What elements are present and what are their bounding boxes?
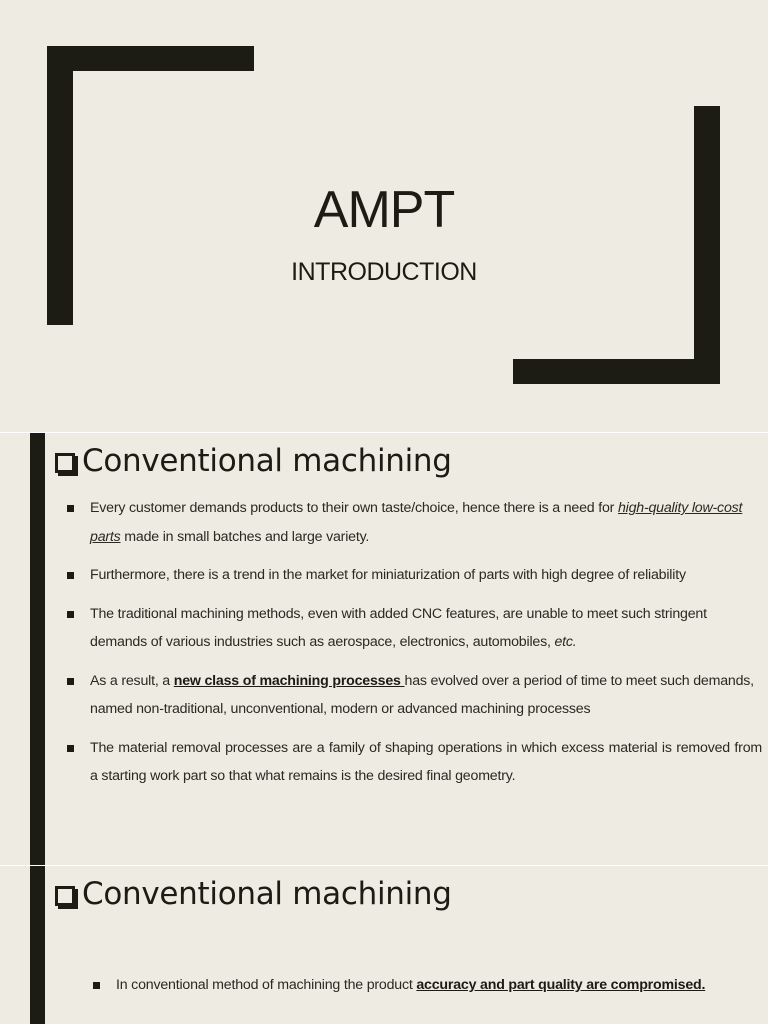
list-item (88, 971, 730, 1000)
content-slide-1 (0, 433, 768, 865)
checkbox-bullet-icon (55, 453, 75, 473)
bracket-top-left-horizontal (47, 46, 254, 71)
list-item (62, 561, 762, 590)
bullet-text: Every customer demands products to their own taste/choice, hence there is a need for (90, 500, 618, 516)
bullet-text: has evolved over a period of time to meet such demands, named non-traditional, unconventional, modern or advanced machining processes (90, 672, 754, 717)
slide-heading (55, 874, 452, 914)
bullet-text: The traditional machining methods, even with added CNC features, are unable to meet such stringent demands of various industries such as aerospace, electronics, automobiles, (90, 605, 707, 650)
bullet-text: As a result, a (90, 672, 174, 689)
accent-bar (30, 433, 45, 865)
checkbox-bullet-icon (55, 886, 75, 906)
accent-bar (30, 866, 45, 1024)
bullet-text: In conventional method of machining the product (116, 977, 417, 993)
slide-heading (55, 441, 452, 481)
highlight-text: high-quality low-cost parts (90, 500, 743, 545)
content-slide-2 (0, 866, 768, 1024)
bullet-text: made in small batches and large variety. (120, 528, 370, 545)
bullet-text: The material removal processes are a family of shaping operations in which excess material is removed from a starting work part so that what remains is the desired final geometry. (90, 739, 762, 784)
list-item (62, 734, 762, 791)
highlight-text: new class of machining processes (173, 672, 405, 689)
emphasis-text: etc. (554, 634, 577, 650)
slide-subtitle: INTRODUCTION (291, 258, 477, 286)
bullet-list (62, 494, 762, 801)
bullet-text: Furthermore, there is a trend in the market for miniaturization of parts with high degree of reliability (90, 567, 686, 583)
highlight-text: accuracy and part quality are compromised. (416, 977, 706, 993)
list-item (62, 667, 762, 724)
bullet-list (88, 971, 730, 1010)
title-slide (0, 0, 768, 432)
bracket-bottom-right-vertical (694, 106, 720, 384)
slide-title: AMPT (313, 181, 455, 239)
bracket-bottom-right-horizontal (513, 359, 720, 384)
heading-text: Conventional machining (82, 876, 452, 912)
list-item (62, 494, 762, 551)
list-item (62, 600, 762, 657)
heading-text: Conventional machining (82, 443, 452, 479)
